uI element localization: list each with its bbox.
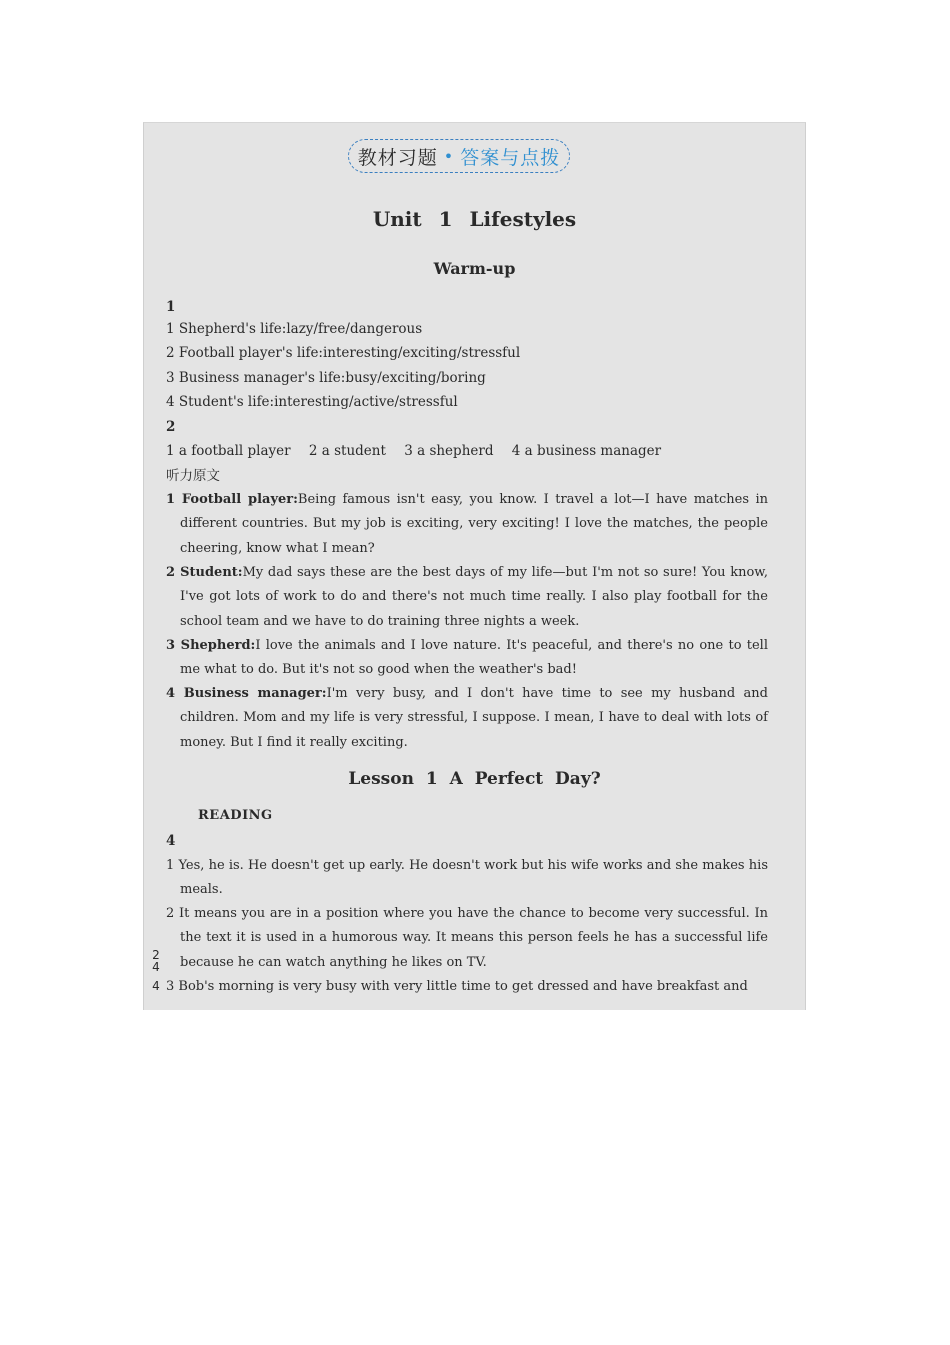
ex2-answer-3: 3 a shepherd [404,443,494,459]
script-label: 1 Football player: [166,492,298,507]
script-shepherd [166,634,768,683]
ex1-answer-2: 2 Football player's life:interesting/exciting/stressful [166,345,521,361]
banner-left-text: 教材习题 [357,146,438,169]
exercise-1-number: 1 [166,299,176,315]
listening-script-label: 听力原文 [166,468,220,484]
script-student [166,561,768,634]
ex1-answer-3: 3 Business manager's life:busy/exciting/boring [166,370,486,386]
ex2-answers [166,443,675,459]
ex2-answer-4: 4 a business manager [511,443,662,459]
script-label: 3 Shepherd: [166,638,256,653]
script-text: I'm very busy, and I don't have time to see my husband and children. Mom and my life is very stressful, I suppose. I mean, I have to deal with lots of money. But I find it really exciting. [180,686,768,750]
lesson-title: Lesson 1 A Perfect Day? [348,769,601,789]
ex1-answer-1: 1 Shepherd's life:lazy/free/dangerous [166,321,423,337]
script-football-player [166,488,768,561]
warmup-title: Warm-up [433,259,516,278]
reading-answer-1: 1 Yes, he is. He doesn't get up early. He doesn't work but his wife works and she makes his meals. [166,858,768,898]
script-label: 4 Business manager: [166,686,327,701]
exercise-2-number: 2 [166,419,176,435]
section-banner [348,139,570,173]
banner-right-text: 答案与点拨 [460,146,561,169]
page-digit-bottom: 4 [152,979,160,993]
scanned-page [143,122,806,1010]
script-business-manager [166,682,768,755]
script-text: Being famous isn't easy, you know. I travel a lot—I have matches in different countries. But my job is exciting, very exciting! I love the matches, the people cheering, know what I mean? [180,492,768,556]
reading-answer-2: 2 It means you are in a position where you have the chance to become very successful. In the text it is used in a humorous way. It means this person feels he has a successful life because he can watch anything he likes on TV. [166,906,768,970]
page-digit: 2 [152,948,160,962]
page-digit: 4 [152,960,160,974]
unit-title: Unit 1 Lifestyles [372,207,577,231]
script-text: My dad says these are the best days of my life—but I'm not so sure! You know, I've got lots of work to do and there's not much time really. I also play football for the school team and we have to do training three nights a week. [180,565,768,629]
exercise-4-number: 4 [166,833,176,849]
banner-dot: • [443,146,455,166]
ex2-answer-2: 2 a student [308,443,386,459]
ex2-answer-1: 1 a football player [166,443,291,459]
reading-answer-3: 3 Bob's morning is very busy with very little time to get dressed and have breakfast and [166,979,748,994]
script-text: I love the animals and I love nature. It's peaceful, and there's no one to tell me what to do. But it's not so good when the weather's bad! [180,638,768,678]
page-number [151,949,161,973]
reading-heading: READING [198,808,273,823]
script-label: 2 Student: [166,565,243,580]
ex1-answer-4: 4 Student's life:interesting/active/stressful [166,394,458,410]
